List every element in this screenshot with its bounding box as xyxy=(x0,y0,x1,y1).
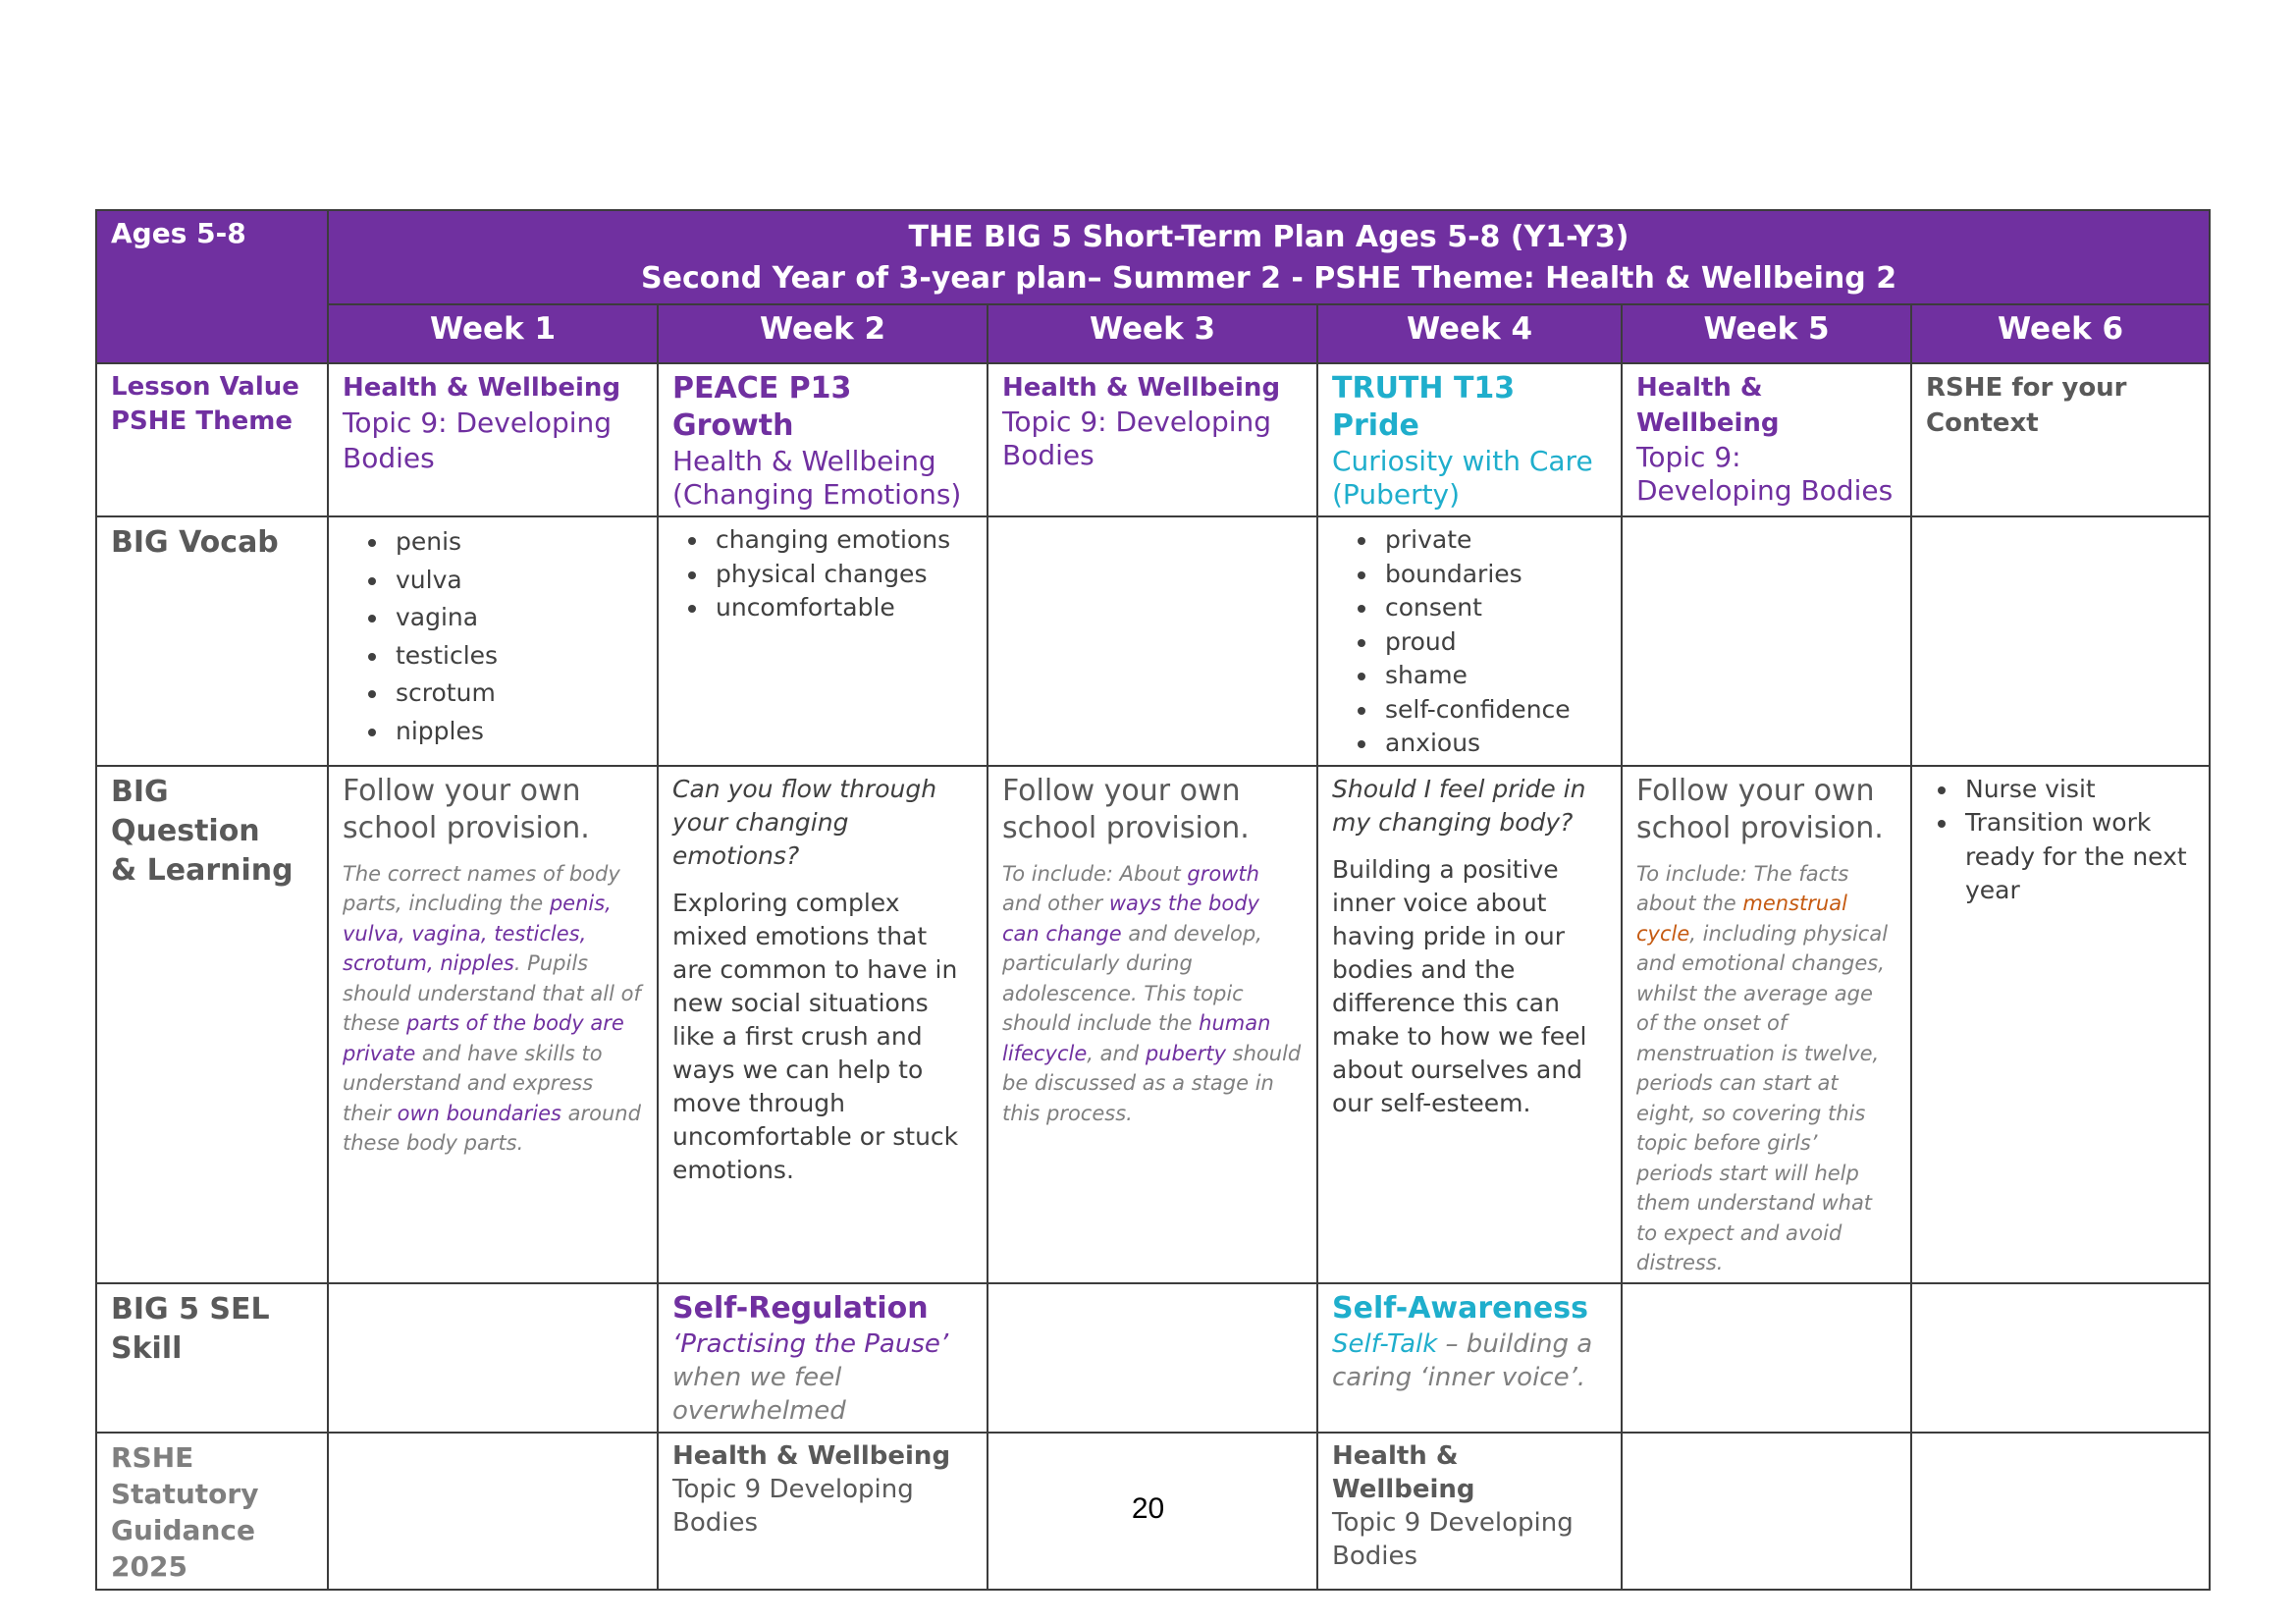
note-highlight: puberty xyxy=(1145,1041,1226,1065)
list-item: • testicles xyxy=(390,637,643,676)
big-question-label-line1: BIG Question xyxy=(111,774,260,848)
vocab-week-2 xyxy=(658,516,988,766)
list-item: • boundaries xyxy=(1379,558,1607,592)
big-question-row xyxy=(96,766,2210,1283)
note-text: and other xyxy=(1002,892,1109,915)
lesson-week-3 xyxy=(988,363,1317,516)
week-1-header: Week 1 xyxy=(328,304,658,363)
question-week-6-list xyxy=(1926,773,2195,908)
list-item: • vagina xyxy=(390,599,643,637)
question-week-6 xyxy=(1911,766,2210,1283)
ages-label: Ages 5-8 xyxy=(96,210,328,363)
question-week-4-question: Should I feel pride in my changing body? xyxy=(1332,774,1586,837)
question-week-1-note xyxy=(343,859,643,1159)
note-text: should be discussed as a stage in this process. xyxy=(1002,1041,1302,1125)
list-item: • private xyxy=(1379,523,1607,558)
note-text: To include: About xyxy=(1002,861,1188,886)
sel-week-2-rest: when we feel overwhelmed xyxy=(672,1362,846,1426)
list-item: • physical changes xyxy=(710,558,973,592)
vocab-week-4 xyxy=(1317,516,1622,766)
rshe-label-line1: RSHE Statutory xyxy=(111,1440,259,1510)
sel-week-2 xyxy=(658,1283,988,1433)
list-item: • nipples xyxy=(390,713,643,751)
question-week-2-body: Exploring complex mixed emotions that are common to have in new social situations like a first crush and ways we can help to move through uncomfortable or stuck emotions. xyxy=(672,888,959,1184)
sel-week-4-lead: Self-Talk xyxy=(1332,1328,1438,1359)
sel-week-2-desc xyxy=(672,1327,973,1428)
sel-week-4-desc xyxy=(1332,1327,1607,1394)
note-highlight: penis, vulva, vagina, testicles, scrotum, nipples xyxy=(343,892,612,975)
vocab-week-5 xyxy=(1622,516,1911,766)
note-highlight: human lifecycle xyxy=(1002,1011,1271,1065)
question-week-3 xyxy=(988,766,1317,1283)
rshe-label-line2: Guidance 2025 xyxy=(111,1513,255,1583)
note-text: To include: The facts about the xyxy=(1636,861,1849,915)
lesson-week-3-title: Health & Wellbeing xyxy=(1002,373,1281,403)
sel-week-4 xyxy=(1317,1283,1622,1433)
list-item: • penis xyxy=(390,523,643,562)
note-text: and develop, particularly during adolescence. This topic should include the xyxy=(1002,921,1262,1035)
vocab-week-3 xyxy=(988,516,1317,766)
question-week-2 xyxy=(658,766,988,1283)
plan-title-line1: THE BIG 5 Short-Term Plan Ages 5-8 (Y1-Y3) xyxy=(908,220,1629,254)
week-6-header: Week 6 xyxy=(1911,304,2210,363)
list-item: • anxious xyxy=(1379,727,1607,761)
vocab-week-6 xyxy=(1911,516,2210,766)
note-text: , and xyxy=(1087,1041,1146,1065)
lesson-week-2-title: PEACE P13 Growth xyxy=(672,371,852,443)
lesson-week-5-sub: Topic 9: Developing Bodies xyxy=(1636,441,1894,507)
lesson-week-5 xyxy=(1622,363,1911,516)
week-2-header: Week 2 xyxy=(658,304,988,363)
sel-week-2-quote: ‘Practising the Pause’ xyxy=(672,1328,949,1359)
sel-week-5 xyxy=(1622,1283,1911,1433)
list-item: • vulva xyxy=(390,562,643,600)
list-item: • consent xyxy=(1379,591,1607,625)
big-question-label xyxy=(96,766,328,1283)
question-week-5-note xyxy=(1636,859,1896,1278)
lesson-week-5-title: Health & Wellbeing xyxy=(1636,373,1780,438)
sel-week-3 xyxy=(988,1283,1317,1433)
list-item: • Nurse visit xyxy=(1959,773,2195,807)
question-week-5-main: Follow your own school provision. xyxy=(1636,773,1884,845)
lesson-week-4-sub: Curiosity with Care (Puberty) xyxy=(1332,445,1593,511)
lesson-week-6 xyxy=(1911,363,2210,516)
vocab-week-1-list xyxy=(343,523,643,750)
note-text: . Pupils should understand that all of these xyxy=(343,951,641,1035)
note-text: The correct names of body parts, including the xyxy=(343,861,620,915)
lesson-week-4-title: TRUTH T13 Pride xyxy=(1332,371,1516,443)
list-item: • Transition work ready for the next year xyxy=(1959,806,2195,908)
sel-skill-row xyxy=(96,1283,2210,1433)
lesson-week-6-title: RSHE for your Context xyxy=(1926,373,2127,438)
note-highlight: menstrual cycle xyxy=(1636,892,1847,946)
question-week-4-body: Building a positive inner voice about having pride in our bodies and the difference this can make to how we feel about ourselves and our self-esteem. xyxy=(1332,854,1587,1117)
sel-week-4-rest: – building a caring ‘inner voice’. xyxy=(1332,1328,1593,1392)
lesson-week-1-sub: Topic 9: Developing Bodies xyxy=(343,406,613,474)
week-4-header: Week 4 xyxy=(1317,304,1622,363)
sel-skill-label: BIG 5 SEL Skill xyxy=(96,1283,328,1433)
note-text: around these body parts. xyxy=(343,1101,641,1155)
vocab-week-1 xyxy=(328,516,658,766)
rshe-week-4-sub: Topic 9 Developing Bodies xyxy=(1332,1507,1574,1571)
big-vocab-label: BIG Vocab xyxy=(96,516,328,766)
question-week-1 xyxy=(328,766,658,1283)
note-text: , including physical and emotional changes, whilst the average age of the onset of menstruation is twelve, periods can start at eight, so covering this topic before girls’ periods start will help them understand what to expect and avoid distress. xyxy=(1636,921,1889,1274)
lesson-value-label-line1: Lesson Value xyxy=(111,372,299,402)
vocab-week-4-list xyxy=(1332,523,1607,761)
question-week-1-main: Follow your own school provision. xyxy=(343,773,590,845)
big-vocab-row xyxy=(96,516,2210,766)
lesson-week-2-sub: Health & Wellbeing (Changing Emotions) xyxy=(672,445,962,511)
note-highlight: own boundaries xyxy=(397,1101,561,1125)
vocab-week-2-list xyxy=(672,523,973,625)
note-highlight: growth xyxy=(1187,861,1259,886)
sel-week-2-title: Self-Regulation xyxy=(672,1290,929,1326)
lesson-week-1 xyxy=(328,363,658,516)
note-highlight: parts of the body are private xyxy=(343,1011,624,1065)
plan-title-line2: Second Year of 3-year plan– Summer 2 - PSHE Theme: Health & Wellbeing 2 xyxy=(640,261,1897,296)
short-term-plan-table xyxy=(95,209,2211,1591)
week-5-header: Week 5 xyxy=(1622,304,1911,363)
sel-week-4-title: Self-Awareness xyxy=(1332,1290,1588,1326)
rshe-week-2-title: Health & Wellbeing xyxy=(672,1440,951,1471)
note-text: and have skills to understand and express their xyxy=(343,1041,603,1125)
sel-week-1 xyxy=(328,1283,658,1433)
list-item: • uncomfortable xyxy=(710,591,973,625)
list-item: • proud xyxy=(1379,625,1607,660)
weeks-row xyxy=(96,304,2210,363)
question-week-4 xyxy=(1317,766,1622,1283)
question-week-5 xyxy=(1622,766,1911,1283)
title-row xyxy=(96,210,2210,304)
big-question-label-line2: & Learning xyxy=(111,852,294,888)
lesson-week-2 xyxy=(658,363,988,516)
plan-title xyxy=(328,210,2210,304)
list-item: • scrotum xyxy=(390,675,643,713)
list-item: • changing emotions xyxy=(710,523,973,558)
question-week-3-main: Follow your own school provision. xyxy=(1002,773,1250,845)
list-item: • shame xyxy=(1379,659,1607,693)
rshe-week-2-sub: Topic 9 Developing Bodies xyxy=(672,1474,914,1538)
lesson-week-3-sub: Topic 9: Developing Bodies xyxy=(1002,406,1272,471)
lesson-value-label xyxy=(96,363,328,516)
sel-week-6 xyxy=(1911,1283,2210,1433)
question-week-2-question: Can you flow through your changing emotions? xyxy=(672,774,937,870)
note-highlight: ways the body can change xyxy=(1002,892,1259,946)
question-week-3-note xyxy=(1002,859,1303,1129)
list-item: • self-confidence xyxy=(1379,693,1607,728)
lesson-value-row xyxy=(96,363,2210,516)
lesson-week-4 xyxy=(1317,363,1622,516)
page-number: 20 xyxy=(1131,1492,1165,1525)
week-3-header: Week 3 xyxy=(988,304,1317,363)
rshe-week-4-title: Health & Wellbeing xyxy=(1332,1440,1475,1504)
pshe-theme-label-line2: PSHE Theme xyxy=(111,406,293,436)
lesson-week-1-title: Health & Wellbeing xyxy=(343,373,621,403)
